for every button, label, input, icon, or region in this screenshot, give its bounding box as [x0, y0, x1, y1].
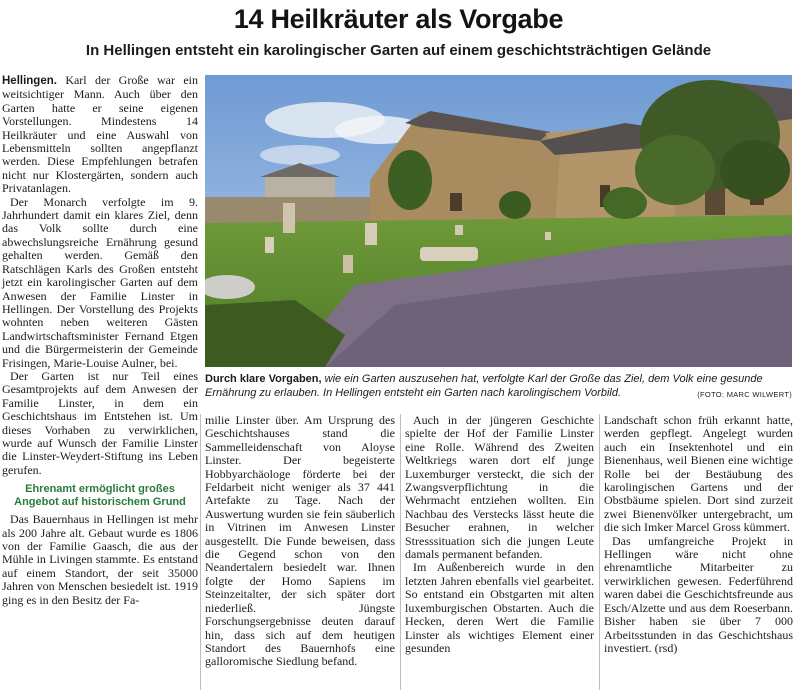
photo-caption: [205, 372, 792, 402]
garden-photo-illustration: [205, 75, 792, 367]
paragraph: Auch in der jüngeren Geschichte spielte der Hof der Familie Linster eine Rolle. Während des Zweiten Weltkriegs waren dort elf junge Luxemburger versteckt, die sich der Zwangsverpflichtung in die Wehrmacht entziehen wollten. Ein Nachbau des Verstecks lässt heute die Besucher erahnen, in welcher Stresssituation sich die jungen Leute damals permanent befanden.: [405, 413, 594, 562]
column-divider: [400, 414, 401, 690]
column-divider: [599, 414, 600, 690]
paragraph: Das umfangreiche Projekt in Hellingen wäre nicht ohne ehrenamtliche Mitarbeiter zu verwirklichen gewesen. Federführend waren dabei die Geschichtsfreunde aus Esch/Alzette und aus dem Roeserbann. Bisher haben sie über 7 000 Arbeitsstunden in das Geschichtshaus investiert. (rsd): [604, 533, 793, 655]
paragraph: Im Außenbereich wurde in den letzten Jahren ebenfalls viel gearbeitet. So entstand ein Obstgarten mit alten luxemburgischen Obstarten. Auch die Hecken, deren Wert die Familie Linster als wichtiges Element einer gesunden: [405, 560, 594, 655]
photo-credit: (FOTO: MARC WILWERT): [697, 390, 792, 399]
garden-photo: [205, 75, 792, 367]
article-column-4: [604, 414, 793, 655]
paragraph: Landschaft schon früh erkannt hatte, werden gepflegt. Angelegt wurden auch ein Insektenhotel und ein Bienenhaus, weil Bienen eine wichtige Rolle bei der Bestäubung des karolingischen Gartens und der Obstbäume spielen. Dort sind zurzeit zwei Bienenvölker untergebracht, um die sich Imker Marcel Gross kümmert.: [604, 413, 793, 535]
paragraph: Das Bauernhaus in Hellingen ist mehr als 200 Jahre alt. Gebaut wurde es 1806 von der Familie Gaasch, die aus der Mühle in Livingen stammte. Es entstand auf einem Standort, der seit 35000 Jahren von Menschen besiedelt ist. 1919 ging es in den Besitz der Fa-: [2, 512, 198, 607]
caption-lead: Durch klare Vorgaben,: [205, 373, 322, 385]
paragraph: milie Linster über. Am Ursprung des Geschichtshauses stand die Sammelleidenschaft von Aloyse Linster. Der begeisterte Hobbyarchäologe förderte bei der Feldarbeit nicht weniger als 37 441 Artefakte zu Tage. Nach der Auswertung wurden sie fein säuberlich in Vitrinen im Anwesen Linster ausgestellt. Die Funde beweisen, dass die Gegend schon von den Neandertalern besiedelt war. Ihnen folgte der Homo Sapiens im Steinzeitalter, der sich später dort niederließ. Jüngste Forschungsergebnisse deuten darauf hin, dass sich auf dem heutigen Standort des Bauernhofs eine galloromische Siedlung befand.: [205, 413, 395, 669]
caption-text: wie ein Garten auszusehen hat, verfolgte Karl der Große das Ziel, dem Volk eine gesunde Ernährung zu erlauben. In Hellingen entsteht ein Garten nach karolingischem Vorbild.: [205, 373, 763, 399]
paragraph-text: Karl der Große war ein weitsichtiger Mann. Auch über den Garten hatte er seine eigenen Vorstellungen. Mindestens 14 Heilkräuter und eine Auswahl von Lebensmitteln sollten angepflanzt werden. Diese Empfehlungen betrafen nicht nur Klostergärten, sondern auch Privatanlagen.: [2, 73, 199, 196]
crosshead: Ehrenamt ermöglicht großes Angebot auf historischem Grund: [14, 483, 186, 508]
paragraph: Der Garten ist nur Teil eines Gesamtprojekts auf dem Anwesen der Familie Linster, in dem ein Geschichtshaus im Entstehen ist. Um dieses Vorhaben zu verwirklichen, wurde auf Wunsch der Familie Linster die Linster-Weydert-Stiftung ins Leben gerufen.: [2, 368, 198, 477]
column-divider: [200, 414, 201, 690]
article-subheadline: In Hellingen entsteht ein karolingischer Garten auf einem geschichtsträchtigen Gelände: [85, 42, 712, 59]
dateline: Hellingen.: [2, 75, 57, 87]
paragraph: Der Monarch verfolgte im 9. Jahrhundert damit ein klares Ziel, denn das Volk sollte durch eine abwechslungsreiche Ernährung gesund gehalten werden. Gemäß den Ratschlägen Karls des Großen entsteht jetzt ein karolingischer Garten auf dem Anwesen der Familie Linster in Hellingen. Der Vorstellung des Projekts wohnten neben weiteren Gästen Landwirtschaftsminister Fernand Etgen und die Bürgermeisterin der Gemeinde Frisingen, Marie-Louise Aulner, bei.: [2, 194, 198, 370]
article-column-3: [405, 414, 594, 655]
article-column-1: [2, 74, 198, 607]
article-column-2: [205, 414, 395, 669]
article-headline: 14 Heilkräuter als Vorgabe: [233, 4, 564, 34]
paragraph: [2, 74, 198, 196]
